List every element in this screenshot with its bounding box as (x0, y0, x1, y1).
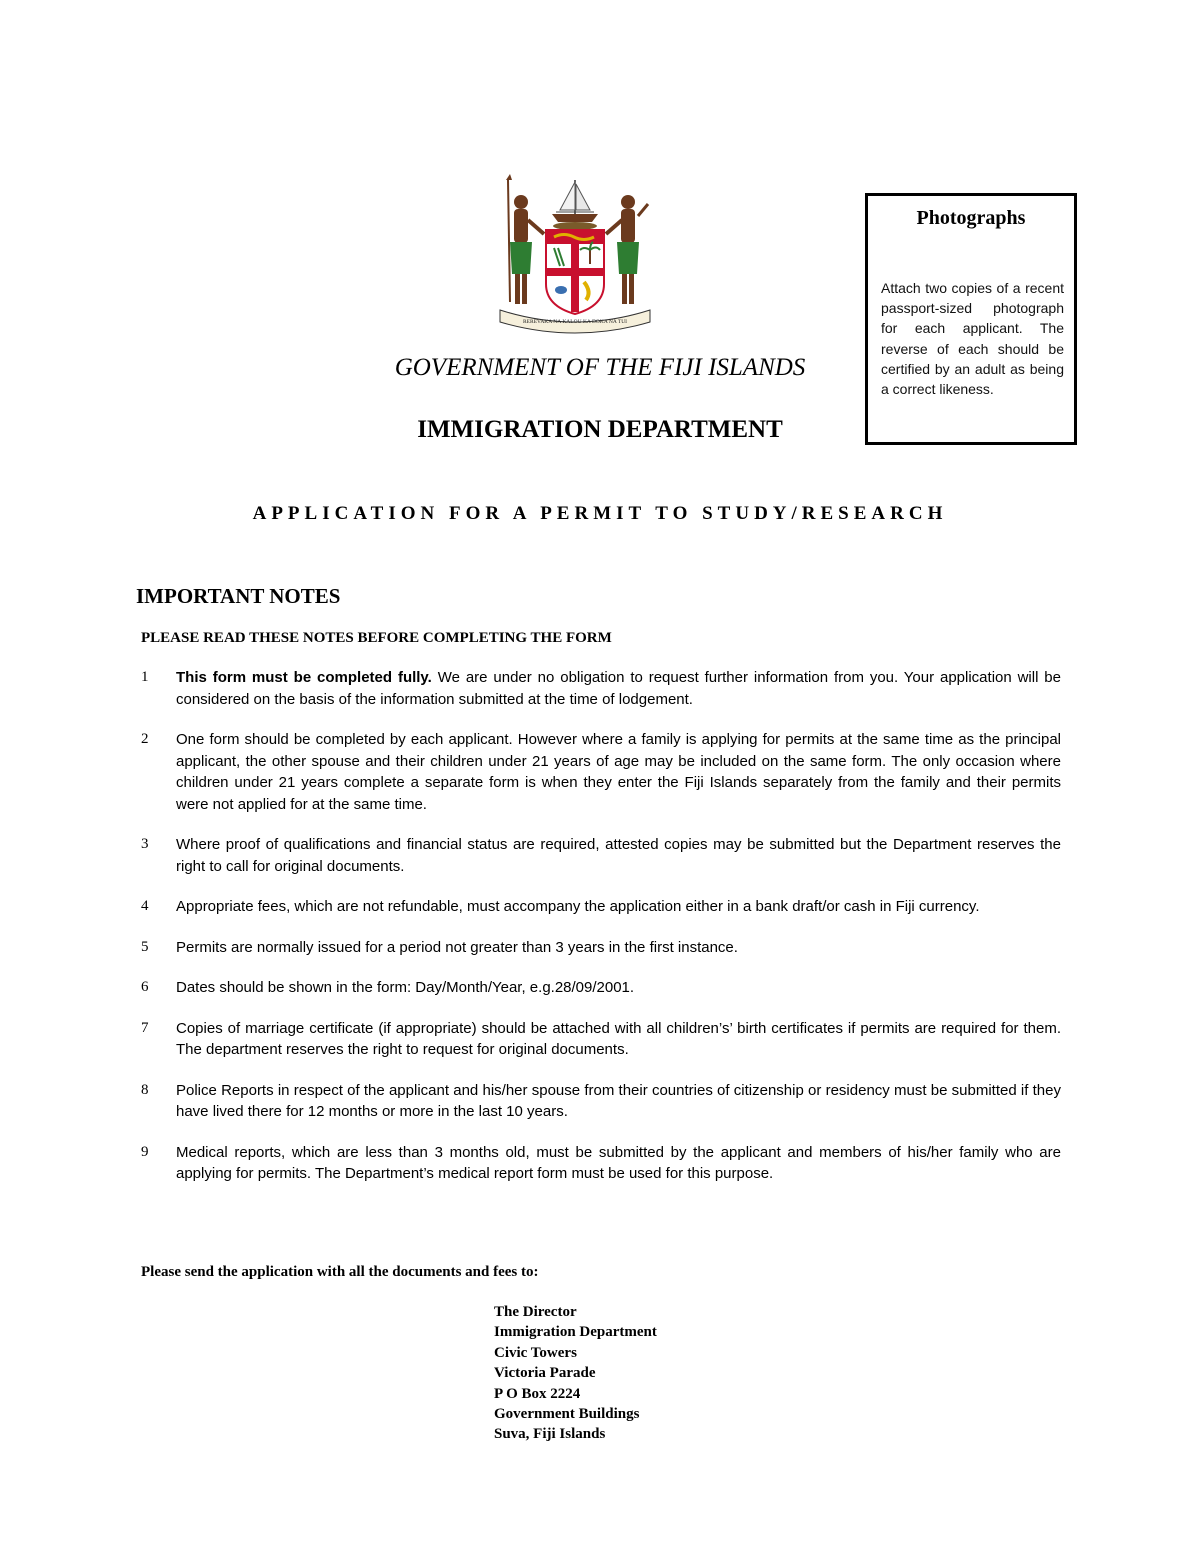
note-body: Where proof of qualifications and financial status are required, attested copies may be submitted but the Department reserves the right to call for original documents. (176, 836, 1061, 875)
mailing-address (494, 1302, 657, 1445)
note-body: One form should be completed by each applicant. However where a family is applying for permits at the same time as the principal applicant, the other spouse and their children under 21 years of age may be included on the same form. The only occasion where children under 21 years complete a separate form is when they enter the Fiji Islands separately from the family and their permits were not applied for at the same time. (176, 731, 1061, 813)
note-item (141, 1142, 1061, 1185)
send-instruction: Please send the application with all the documents and fees to: (141, 1264, 539, 1280)
note-text (176, 977, 1061, 999)
note-number: 4 (141, 898, 149, 914)
note-body: Appropriate fees, which are not refundable, must accompany the application either in a bank draft/or cash in Fiji currency. (176, 898, 980, 915)
note-text (176, 729, 1061, 815)
department-title: IMMIGRATION DEPARTMENT (417, 416, 783, 443)
note-item (141, 977, 1061, 999)
note-body: We are under no obligation to request further information from you. Your application will be considered on the basis of the information submitted at the time of lodgement. (176, 669, 1061, 708)
shield-icon (546, 230, 604, 314)
note-number: 5 (141, 938, 149, 955)
notes-list (141, 667, 1061, 1204)
note-body: Medical reports, which are less than 3 months old, must be submitted by the applicant and members of his/her family who are applying for permits. The Department’s medical report form must be used for this purpose. (176, 1143, 1061, 1182)
note-number: 8 (141, 1081, 149, 1098)
address-line: Immigration Department (494, 1324, 657, 1341)
application-title: APPLICATION FOR A PERMIT TO STUDY/RESEARCH (252, 503, 948, 524)
photographs-box (865, 193, 1077, 445)
address-line: Government Buildings (494, 1406, 640, 1423)
note-number: 9 (141, 1143, 149, 1160)
note-item (141, 1080, 1061, 1123)
note-item (141, 834, 1061, 877)
photographs-title: Photographs (916, 207, 1026, 229)
note-number: 7 (141, 1019, 149, 1036)
note-item (141, 1018, 1061, 1061)
address-line: Civic Towers (494, 1344, 577, 1361)
important-notes-heading: IMPORTANT NOTES (136, 584, 341, 608)
note-item (141, 937, 1061, 959)
note-number: 2 (141, 731, 149, 747)
note-text (176, 937, 1061, 959)
note-body: Permits are normally issued for a period not greater than 3 years in the first instance. (176, 938, 738, 956)
note-number: 6 (141, 979, 149, 995)
right-supporter-figure-icon (606, 195, 648, 304)
fiji-coat-of-arms-icon (494, 172, 656, 334)
notes-subheading: PLEASE READ THESE NOTES BEFORE COMPLETING THE FORM (141, 630, 612, 646)
left-supporter-figure-icon (506, 174, 544, 304)
note-text (176, 1080, 1061, 1123)
address-line: Suva, Fiji Islands (494, 1426, 606, 1443)
note-item (141, 667, 1061, 710)
note-text (176, 1018, 1061, 1061)
note-text (176, 667, 1061, 710)
svg-text:REREVAKA NA KALOU KA DOKA NA T: REREVAKA NA KALOU KA DOKA NA TUI (523, 319, 627, 325)
note-item (141, 729, 1061, 815)
note-item (141, 896, 1061, 918)
government-title: GOVERNMENT OF THE FIJI ISLANDS (394, 354, 806, 381)
address-line: P O Box 2224 (494, 1385, 581, 1402)
note-body: Police Reports in respect of the applicant and his/her spouse from their countries of citizenship or residency must be submitted if they have lived there for 12 months or more in the last 10 years. (176, 1081, 1061, 1120)
note-text (176, 896, 1061, 918)
note-body: Dates should be shown in the form: Day/Month/Year, e.g.28/09/2001. (176, 979, 635, 996)
canoe-crest-icon (552, 180, 598, 222)
address-line: Victoria Parade (494, 1365, 596, 1382)
note-lead: This form must be completed fully. (176, 669, 432, 686)
note-number: 1 (141, 669, 149, 685)
photographs-instructions: Attach two copies of a recent passport-sized photograph for each applicant. The reverse of each should be certified by an adult as being a correct likeness. (881, 280, 1064, 398)
note-body: Copies of marriage certificate (if appropriate) should be attached with all children’s’ birth certificates if permits are required for them. The department reserves the right to request for original documents. (176, 1019, 1061, 1058)
address-line: The Director (494, 1304, 577, 1320)
note-text (176, 834, 1061, 877)
note-text (176, 1142, 1061, 1185)
note-number: 3 (141, 836, 149, 852)
